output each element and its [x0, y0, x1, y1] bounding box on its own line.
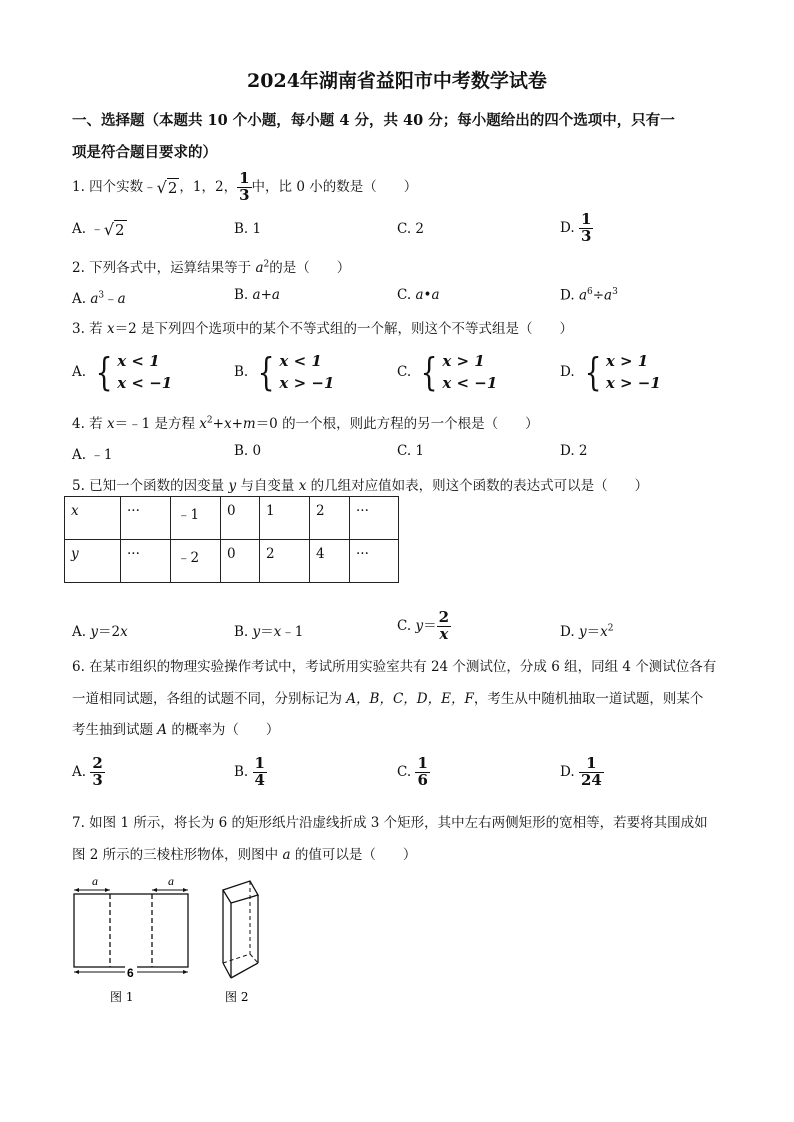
left-brace-icon: {	[257, 350, 275, 394]
sqrt-symbol: √2	[156, 177, 178, 197]
table-cell: x	[65, 497, 121, 540]
figure-1-caption: 图 1	[110, 990, 134, 1004]
question-3-option-c[interactable]: C. { x > 1 x < −1	[397, 350, 498, 394]
question-7-line1: 7. 如图 1 所示，将长为 6 的矩形纸片沿虚线折成 3 个矩形，其中左右两侧矩形的宽相等，若要将其围成如	[72, 815, 708, 831]
figure-1-rectangle-diagram	[64, 870, 204, 1010]
left-brace-icon: {	[420, 350, 438, 394]
left-brace-icon: {	[584, 350, 602, 394]
table-row	[65, 540, 399, 583]
question-5-option-c[interactable]: C. y＝ $\frac{2}{x}$	[397, 608, 450, 643]
question-4-option-c[interactable]: C. 1	[397, 443, 425, 459]
table-cell: 0	[221, 540, 260, 583]
question-4-option-b[interactable]: B. 0	[234, 443, 262, 459]
question-2-option-b[interactable]: B. a+a	[234, 287, 280, 303]
table-cell: ﹣1	[171, 497, 221, 540]
question-5-option-b[interactable]: B. y＝x﹣1	[234, 624, 304, 640]
left-brace-icon: {	[95, 350, 113, 394]
table-cell: y	[65, 540, 121, 583]
question-2-option-c[interactable]: C. a•a	[397, 287, 440, 303]
table-cell: 2	[260, 540, 310, 583]
question-6-line1: 6. 在某市组织的物理实验操作考试中，考试所用实验室共有 24 个测试位，分成 6 组，同组 4 个测试位各有	[72, 659, 717, 675]
table-cell: ···	[121, 497, 171, 540]
question-6-line3: 考生抽到试题 A 的概率为（ ）	[72, 722, 280, 738]
page-title: 2024年湖南省益阳市中考数学试卷	[247, 70, 547, 92]
question-1-option-a[interactable]: A. ﹣√2	[72, 219, 125, 239]
section-header-line1: 一、选择题（本题共 10 个小题，每小题 4 分，共 40 分；每小题给出的四个选项中，只有一	[72, 112, 675, 129]
table-row	[65, 497, 399, 540]
table-cell: 2	[310, 497, 350, 540]
question-3-option-a[interactable]: A. { x < 1 x < −1	[72, 350, 173, 394]
question-1-stem: 1. 四个实数﹣√2 ，1，2， $\frac{1}{3}$ 中，比 0 小的数是（ ）	[72, 169, 418, 204]
question-6-line2: 一道相同试题，各组的试题不同，分别标记为 A，B，C，D，E，F，考生从中随机抽取一道试题，则某个	[72, 691, 704, 707]
question-7-line2: 图 2 所示的三棱柱形物体，则图中 a 的值可以是（ ）	[72, 847, 417, 863]
question-4-option-d[interactable]: D. 2	[560, 443, 588, 459]
table-cell: ···	[350, 497, 399, 540]
figure-2-triangular-prism	[214, 880, 284, 1010]
question-6-option-a[interactable]: A. $\frac{2}{3}$	[72, 754, 103, 789]
table-cell: 1	[260, 497, 310, 540]
table-cell: ···	[121, 540, 171, 583]
fraction: $\frac{1}{3}$	[239, 169, 250, 204]
question-4-stem: 4. 若 x＝﹣1 是方程 $x^2+x+m=0$ 的一个根，则此方程的另一个根是（ ）	[72, 415, 539, 432]
section-header-line2: 项是符合题目要求的）	[72, 144, 217, 161]
question-1-option-b[interactable]: B. 1	[234, 221, 262, 237]
question-5-stem: 5. 已知一个函数的因变量 y 与自变量 x 的几组对应值如表，则这个函数的表达式可以是（ ）	[72, 478, 649, 494]
question-5-option-d[interactable]: D. $y=x^2$	[560, 623, 614, 640]
question-2-option-a[interactable]: A. $a^3﹣a$	[72, 290, 126, 307]
question-6-option-c[interactable]: C. $\frac{1}{6}$	[397, 754, 428, 789]
question-3-option-b[interactable]: B. { x < 1 x > −1	[234, 350, 335, 394]
question-1-option-c[interactable]: C. 2	[397, 221, 425, 237]
table-cell: 0	[221, 497, 260, 540]
label-a-left: a	[92, 874, 98, 888]
figure-2-caption: 图 2	[225, 990, 249, 1004]
table-cell: ···	[350, 540, 399, 583]
label-a-right: a	[168, 874, 174, 888]
question-2-stem: 2. 下列各式中，运算结果等于 $a^2$的是（ ）	[72, 259, 351, 276]
question-2-option-d[interactable]: D. $a^6\div a^3$	[560, 287, 618, 304]
question-1-option-d[interactable]: D. $\frac{1}{3}$	[560, 210, 592, 245]
question-6-option-b[interactable]: B. $\frac{1}{4}$	[234, 754, 265, 789]
question-4-option-a[interactable]: A. ﹣1	[72, 447, 113, 463]
question-5-option-a[interactable]: A. y＝2x	[72, 624, 128, 640]
question-3-stem: 3. 若 x＝2 是下列四个选项中的某个不等式组的一个解，则这个不等式组是（ ）	[72, 321, 573, 337]
question-6-option-d[interactable]: D. $\frac{1}{24}$	[560, 754, 602, 789]
table-cell: ﹣2	[171, 540, 221, 583]
value-table	[64, 496, 399, 583]
label-length-6: 6	[127, 966, 134, 980]
table-cell: 4	[310, 540, 350, 583]
question-3-option-d[interactable]: D. { x > 1 x > −1	[560, 350, 661, 394]
